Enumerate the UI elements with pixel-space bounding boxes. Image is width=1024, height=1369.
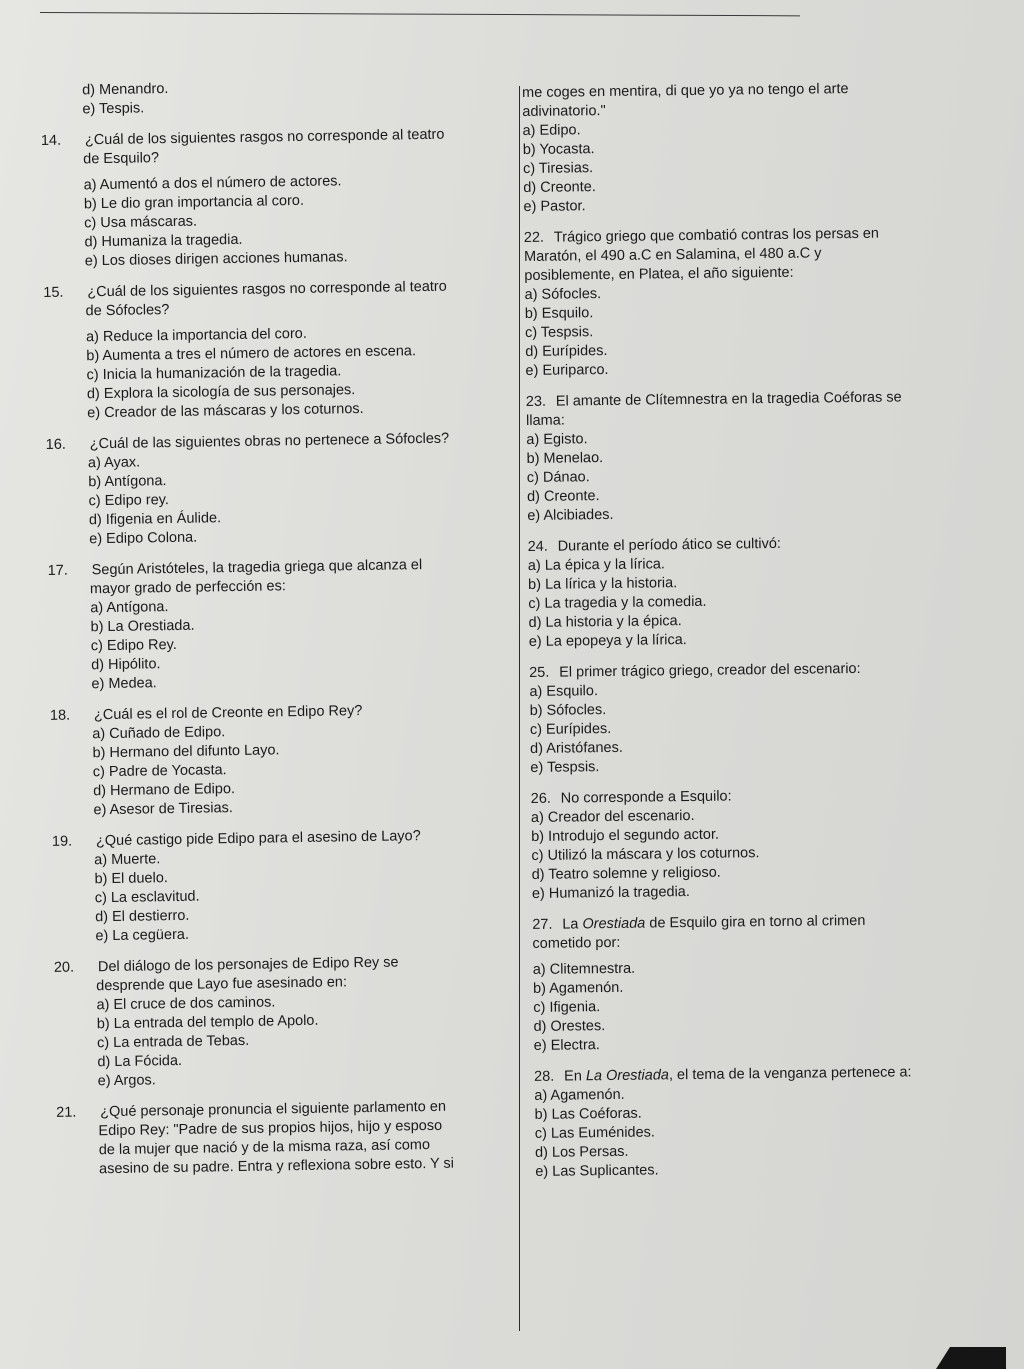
question-number: 17. <box>47 562 68 579</box>
option: a) Antígona. <box>90 599 169 617</box>
question-text-cont: posiblemente, en Platea, el año siguiente: <box>524 264 794 284</box>
option: d) El destierro. <box>95 907 190 926</box>
option: d) Menandro. <box>82 80 169 99</box>
option: c) Las Euménides. <box>534 1124 656 1142</box>
question-text-cont: mayor grado de perfección es: <box>89 578 286 598</box>
question-text-cont: Edipo Rey: "Padre de sus propios hijos, hijo y esposo <box>98 1117 443 1140</box>
option: c) Dánao. <box>526 469 590 486</box>
option: d) Teatro solemne y religioso. <box>531 864 721 883</box>
option: b) Las Coéforas. <box>534 1105 642 1123</box>
option: b) Sófocles. <box>529 702 607 719</box>
question-number: 28. <box>534 1068 555 1085</box>
option: b) La Orestiada. <box>90 617 195 636</box>
option: c) La entrada de Tebas. <box>96 1032 250 1052</box>
question-text: El amante de Clítemnestra en la tragedia Coéforas se <box>555 389 902 410</box>
question-number: 15. <box>43 284 64 301</box>
question-text: En La Orestiada, el tema de la venganza pertenece a: <box>564 1064 912 1085</box>
question-text: El primer trágico griego, creador del escenario: <box>559 660 861 681</box>
option: a) Edipo. <box>522 122 581 139</box>
question-number: 14. <box>40 132 62 149</box>
option: b) Antígona. <box>88 473 167 491</box>
option: a) Egisto. <box>526 431 588 448</box>
option: b) Hermano del difunto Layo. <box>92 742 280 762</box>
option: e) La cegüera. <box>95 926 190 945</box>
option: e) Argos. <box>97 1072 156 1090</box>
option: e) Medea. <box>91 675 157 693</box>
question-text: Trágico griego que combatió contras los persas en <box>553 225 880 246</box>
option: e) Tespsis. <box>530 759 600 776</box>
option: b) La entrada del templo de Apolo. <box>96 1012 319 1033</box>
question-number: 21. <box>56 1104 77 1121</box>
question-text: ¿Qué personaje pronuncia el siguiente parlamento en <box>100 1098 447 1121</box>
option: d) Hermano de Edipo. <box>93 781 236 800</box>
option: e) Creador de las máscaras y los coturnos. <box>87 400 364 422</box>
question-text: La Orestiada de Esquilo gira en torno al crimen <box>562 912 866 933</box>
question-text: Según Aristóteles, la tragedia griega que alcanza el <box>91 557 423 579</box>
option: b) Yocasta. <box>522 141 595 158</box>
option: a) Cuñado de Edipo. <box>92 724 226 743</box>
question-number: 24. <box>527 538 548 555</box>
question-number: 26. <box>530 790 552 807</box>
question-text-cont: asesino de su padre. Entra y reflexiona sobre esto. Y si <box>98 1155 455 1178</box>
option: a) La épica y la lírica. <box>527 556 665 574</box>
option: d) Ifigenia en Áulide. <box>88 510 222 529</box>
option: c) Padre de Yocasta. <box>92 762 227 781</box>
question-text: No corresponde a Esquilo: <box>560 788 732 807</box>
option: e) Euriparco. <box>525 361 609 379</box>
option: e) Pastor. <box>523 198 586 215</box>
work-title: La Orestiada <box>585 1067 670 1085</box>
option: d) La Fócida. <box>97 1052 183 1071</box>
option: d) Humaniza la tragedia. <box>84 231 243 251</box>
question-number: 16. <box>45 436 66 453</box>
question-text: ¿Cuál de las siguientes obras no pertenece a Sófocles? <box>89 430 450 453</box>
option: a) Creador del escenario. <box>530 807 695 826</box>
question-text: ¿Cuál de los siguientes rasgos no corresponde al teatro <box>84 126 445 149</box>
question-text-cont: me coges en mentira, di que yo ya no tengo el arte <box>522 81 849 101</box>
question-text-cont: Maratón, el 490 a.C en Salamina, el 480 a.C y <box>524 245 822 265</box>
option: d) Orestes. <box>533 1018 606 1035</box>
option: c) La esclavitud. <box>94 888 200 907</box>
option: b) La lírica y la historia. <box>528 575 678 593</box>
right-column <box>522 79 965 1182</box>
option: c) Edipo rey. <box>88 492 170 510</box>
question-text-cont: de Sófocles? <box>85 301 170 320</box>
option: a) Sófocles. <box>524 286 602 303</box>
question-text: ¿Qué castigo pide Edipo para el asesino de Layo? <box>95 828 421 850</box>
question-number: 25. <box>529 664 550 681</box>
option: a) Aumentó a dos el número de actores. <box>83 173 342 194</box>
question-text-cont: de Esquilo? <box>83 150 160 168</box>
option: b) Menelao. <box>526 450 604 467</box>
option: c) La tragedia y la comedia. <box>528 593 707 612</box>
option: d) Hipólito. <box>91 656 161 674</box>
option: a) Ayax. <box>87 454 141 472</box>
option: a) Agamenón. <box>534 1086 625 1104</box>
option: e) Los dioses dirigen acciones humanas. <box>84 249 348 270</box>
option: c) Ifigenia. <box>533 999 601 1016</box>
question-number: 27. <box>532 916 553 933</box>
option: e) Alcibiades. <box>527 506 614 524</box>
question-number: 19. <box>51 833 73 850</box>
option: a) Muerte. <box>94 851 161 869</box>
option: b) Esquilo. <box>524 305 594 322</box>
work-title: Orestiada <box>582 915 646 933</box>
question-text-cont: llama: <box>526 412 565 429</box>
question-number: 22. <box>523 229 545 246</box>
option: a) Clitemnestra. <box>532 960 636 978</box>
option: b) Introdujo el segundo actor. <box>531 826 720 845</box>
question-number: 18. <box>49 707 71 724</box>
option: d) Los Persas. <box>534 1143 629 1161</box>
question-number: 20. <box>53 959 75 976</box>
option: d) Eurípides. <box>525 342 608 360</box>
option: b) Agamenón. <box>532 979 624 997</box>
question-text-cont: de la mujer que nació y de la misma raza, así como <box>98 1137 431 1159</box>
option: a) Reduce la importancia del coro. <box>85 325 307 346</box>
option: d) Creonte. <box>523 179 596 196</box>
question-text-cont: adivinatorio." <box>522 102 606 120</box>
page-corner-tab <box>936 1347 1006 1369</box>
top-rule <box>40 12 800 16</box>
question-text: ¿Cuál es el rol de Creonte en Edipo Rey? <box>93 703 363 724</box>
option: c) Tespsis. <box>524 324 594 341</box>
option: a) Esquilo. <box>529 683 599 700</box>
option: b) El duelo. <box>94 870 169 888</box>
question-text: ¿Cuál de los siguientes rasgos no corresponde al teatro <box>87 278 447 301</box>
option: b) Aumenta a tres el número de actores en escena. <box>86 343 417 365</box>
option: c) Utilizó la máscara y los coturnos. <box>531 845 760 864</box>
option: e) Asesor de Tiresias. <box>93 800 233 819</box>
option: d) Aristófanes. <box>530 739 623 757</box>
option: e) Humanizó la tragedia. <box>531 884 690 902</box>
option: d) La historia y la épica. <box>528 613 682 631</box>
question-text-cont: cometido por: <box>532 934 621 952</box>
left-column <box>40 75 527 1180</box>
option: e) Electra. <box>533 1037 600 1054</box>
option: c) Usa máscaras. <box>84 213 198 232</box>
question-text: Durante el período ático se cultivó: <box>557 535 782 555</box>
option: a) El cruce de dos caminos. <box>96 994 276 1014</box>
option: e) Tespis. <box>82 100 145 118</box>
option: c) Tiresias. <box>522 160 594 177</box>
question-text-cont: desprende que Layo fue asesinado en: <box>96 974 348 995</box>
option: e) Las Suplicantes. <box>535 1162 659 1180</box>
option: e) La epopeya y la lírica. <box>528 632 687 650</box>
option: c) Eurípides. <box>529 720 612 738</box>
question-text: Del diálogo de los personajes de Edipo Rey se <box>97 954 399 976</box>
option: d) Creonte. <box>526 488 600 505</box>
option: c) Edipo Rey. <box>90 636 177 655</box>
option: b) Le dio gran importancia al coro. <box>83 192 305 213</box>
option: d) Explora la sicología de sus personajes. <box>86 382 356 403</box>
option: e) Edipo Colona. <box>89 529 198 548</box>
option: c) Inicia la humanización de la tragedia. <box>86 363 342 384</box>
question-number: 23. <box>525 393 547 410</box>
